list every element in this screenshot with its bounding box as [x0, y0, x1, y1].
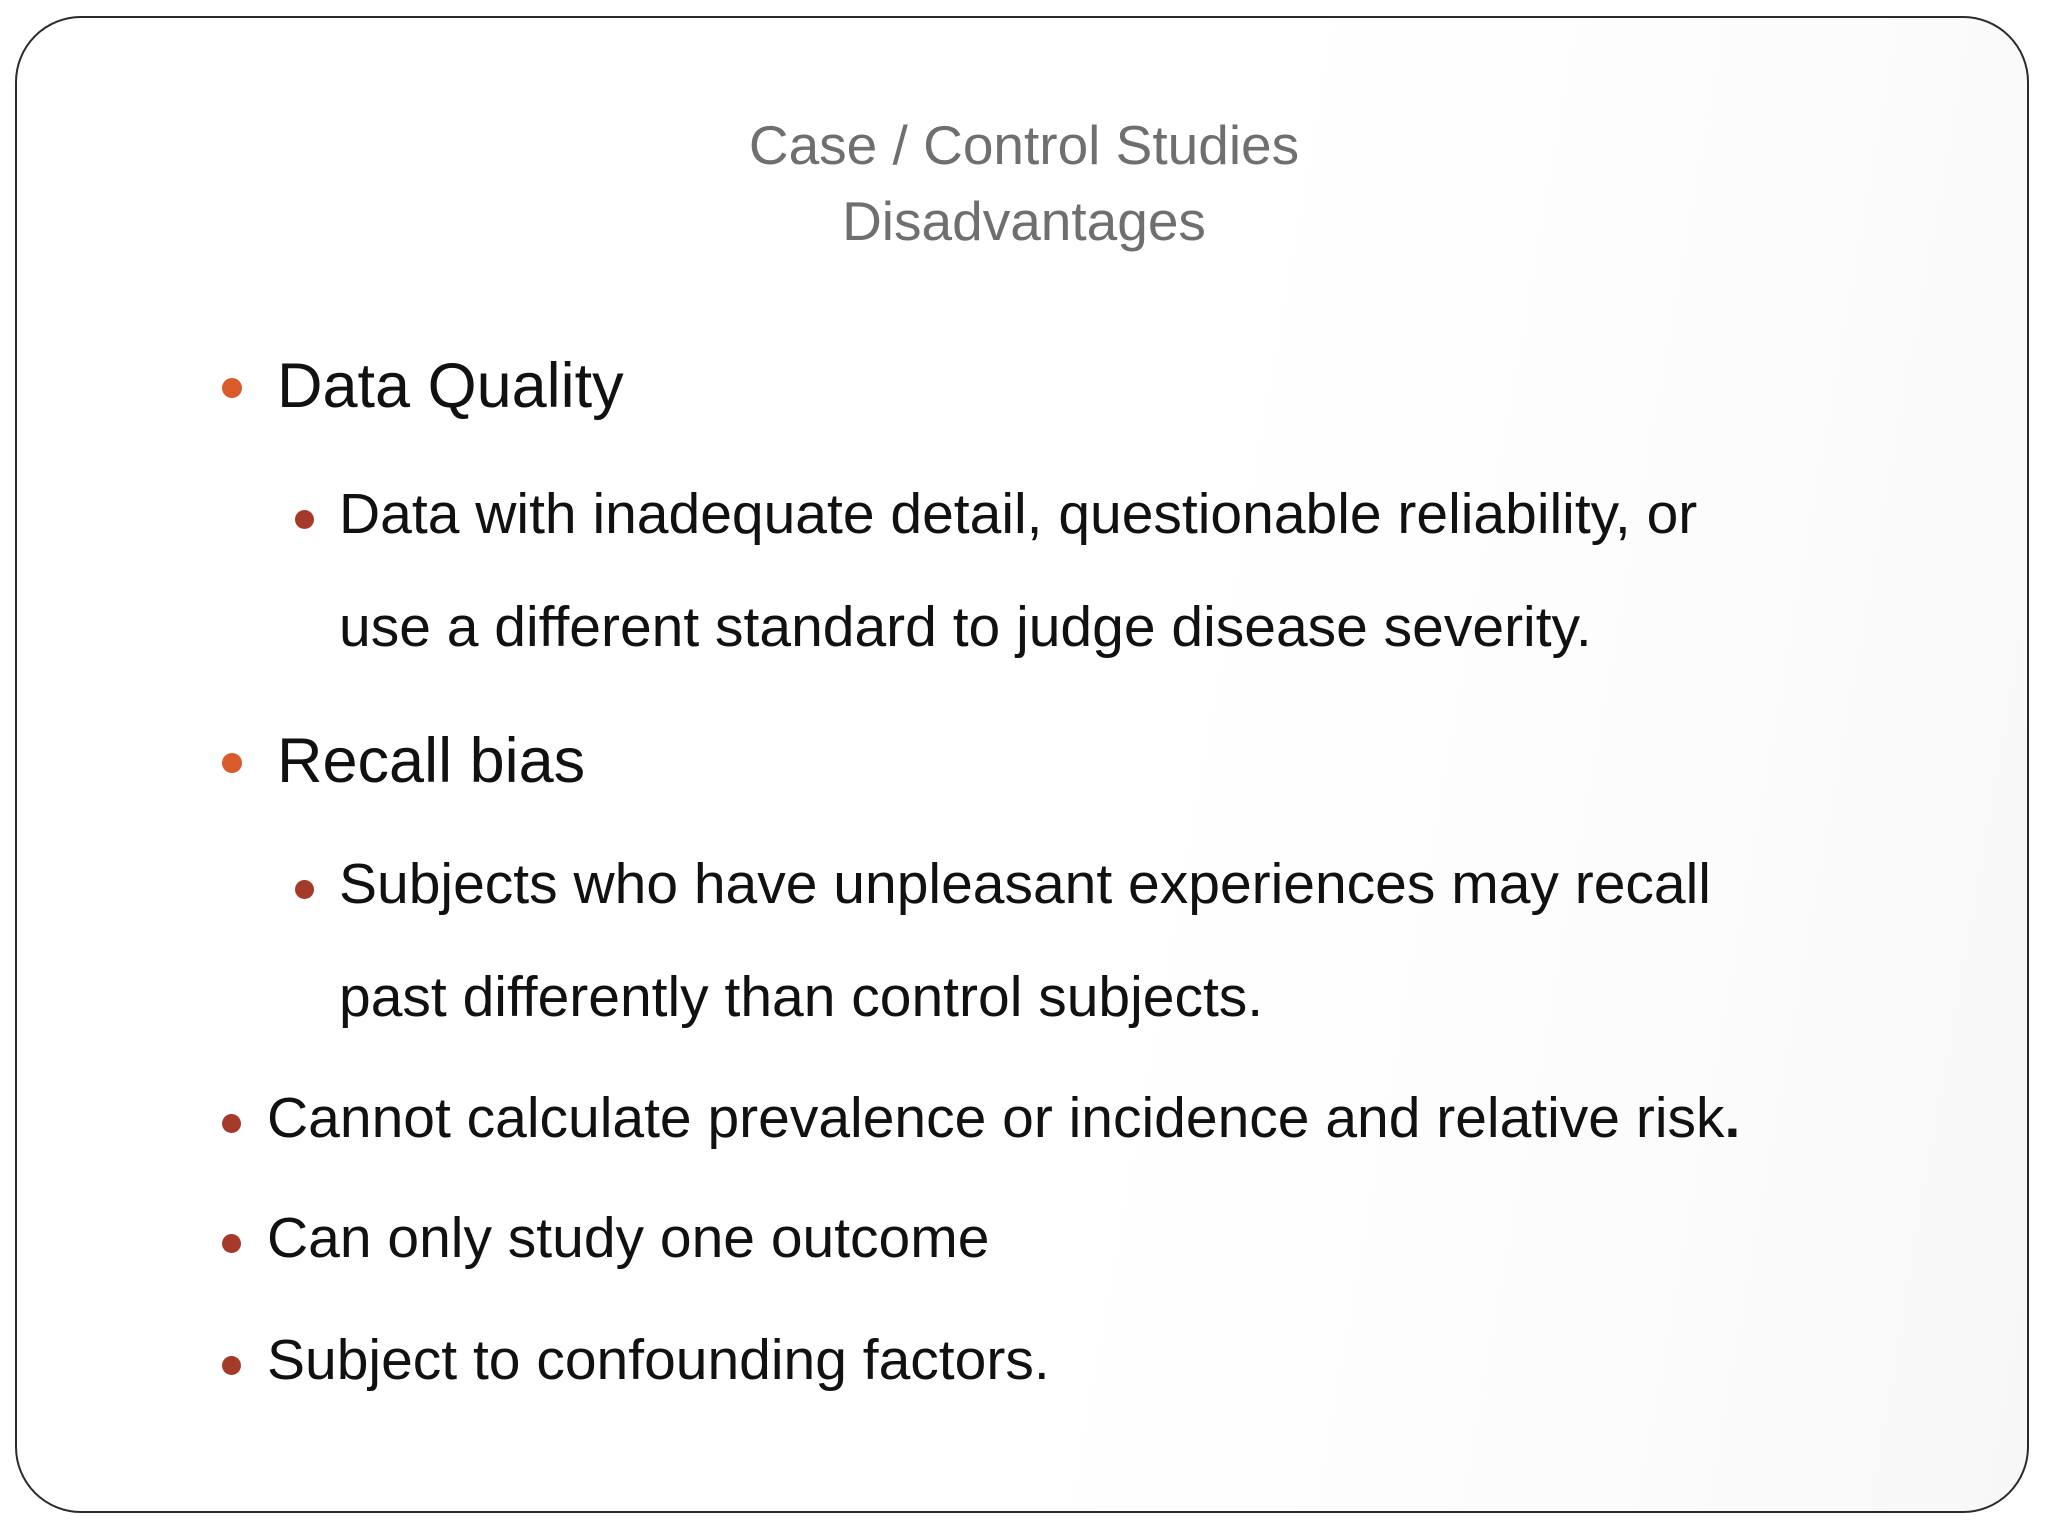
sub-bullet-recall-bias-line-2: past differently than control subjects.: [339, 965, 1264, 1029]
sub-bullet-data-quality-line-1: Data with inadequate detail, questionable reliability, or: [339, 482, 1698, 546]
bullet-dot-icon: [222, 1234, 241, 1253]
slide-title-line-1: Case / Control Studies: [748, 114, 1300, 176]
bullet-dot-icon: [222, 753, 242, 773]
sub-bullet-recall-bias-line-1: Subjects who have unpleasant experiences may recall: [339, 852, 1711, 916]
bullet-cannot-calculate-text: Cannot calculate prevalence or incidence and relative risk: [267, 1086, 1725, 1150]
bullet-one-outcome: Can only study one outcome: [267, 1206, 990, 1270]
bullet-confounding-factors: Subject to confounding factors.: [267, 1328, 1050, 1392]
bullet-dot-icon: [222, 1356, 241, 1375]
bullet-dot-icon: [222, 378, 242, 398]
bullet-cannot-calculate-period: .: [1724, 1086, 1741, 1150]
bullet-dot-icon: [222, 1114, 241, 1133]
bullet-cannot-calculate: [267, 1084, 1740, 1152]
sub-bullet-dot-icon: [295, 880, 314, 899]
sub-bullet-dot-icon: [295, 510, 314, 529]
slide-title-line-2: Disadvantages: [842, 190, 1206, 252]
sub-bullet-data-quality-line-2: use a different standard to judge disease severity.: [339, 595, 1592, 659]
bullet-data-quality: Data Quality: [277, 351, 624, 421]
bullet-recall-bias: Recall bias: [277, 726, 586, 796]
